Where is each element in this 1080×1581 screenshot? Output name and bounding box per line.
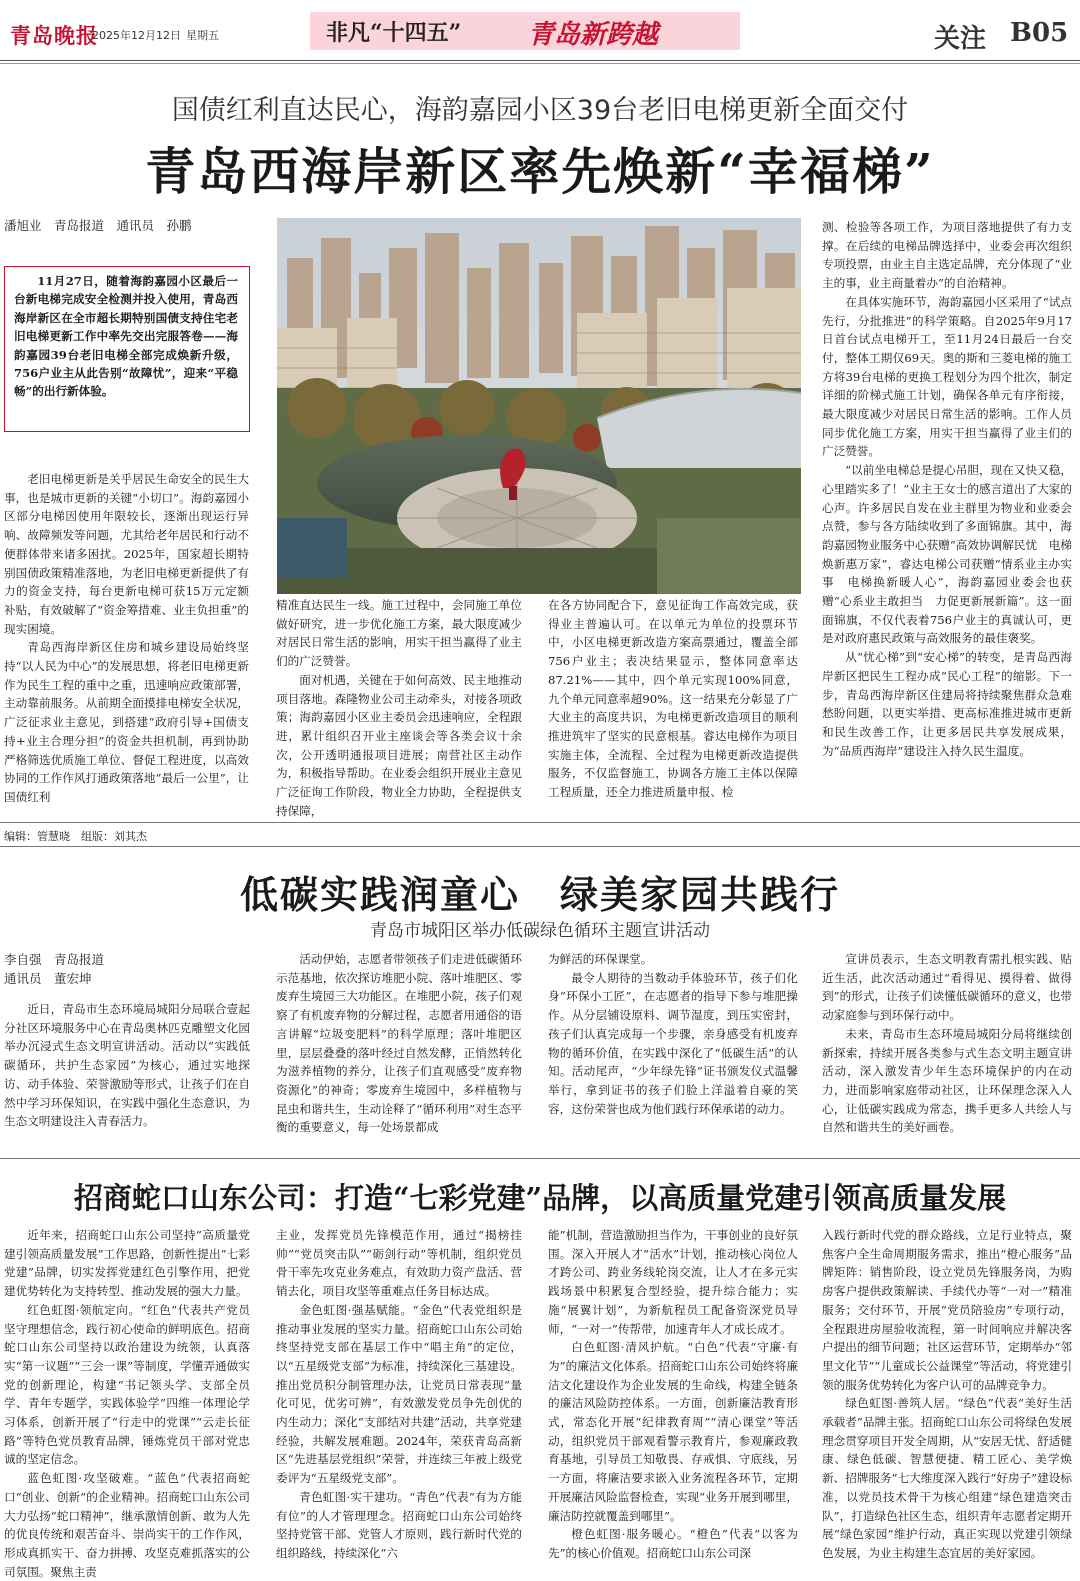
article3-col3-para-2: 白色虹图·清风护航。“白色”代表“守廉·有为”的廉洁文化体系。招商蛇口山东公司始终将廉洁文化建设作为企业发展的生命线，构建全链条的廉洁风险防控体系。一方面，创新廉洁教育形式，常态化开展“纪律教育周”“清心课堂”等活动，组织党员干部观看警示教育片，参观廉政教育基地，引导员工知敬畏、存戒惧、守底线，另一方面，将廉洁要求嵌入业务流程各环节，定期开展廉洁风险监督检查，实现“业务开展到哪里，廉洁防控就覆盖到哪里”。 <box>548 1340 798 1523</box>
article3-col1-para-3: 蓝色虹图·攻坚破难。“蓝色”代表招商蛇口“创业、创新”的企业精神。招商蛇口山东公司大力弘扬“蛇口精神”，继承激情创新、敢为人先的优良传统和艰苦奋斗、崇尚实干的工作作风，形成真抓实干、奋力拼搏、攻坚克难抓落实的公司氛围。聚焦主责 <box>4 1471 250 1579</box>
article1-col2-para-2: 面对机遇，关键在于如何高效、民主地推动项目落地。森隆物业公司主动牵头，对接各项政策；海韵嘉园小区业主委员会迅速响应，全程跟进，累计组织召开业主座谈会等各类会议十余次，公开透明通报项目进展；南营社区主动作为，积极指导帮助。在业委会组织开展业主意见广泛征询工作阶段，物业全力协助，全程提供支持保障， <box>276 672 522 818</box>
article3-top-divider <box>0 1158 1080 1159</box>
newspaper-logo: 青岛晚报 <box>10 23 98 48</box>
section-label: 关注 <box>934 24 987 54</box>
article3-col4-para-2: 绿色虹图·善筑人居。“绿色”代表“美好生活承载者”品牌主张。招商蛇口山东公司将绿色发展理念贯穿项目开发全周期，从“安居无忧、舒适健康、绿色低碳、智慧便捷、精工匠心、美学焕新、招牌服务”七大维度深入践行“好房子”建设标准，以党员技术骨干为核心组建“绿色建造突击队”，打造绿色社区生态，组织青年志愿者定期开展“绿色家园”维护行动，真正实现以党建引领绿色发展，为业主构建生态宜居的美好家园。 <box>822 1396 1072 1560</box>
article1-col4-para-4: 从“忧心梯”到“安心梯”的转变，是青岛西海岸新区把民生工程办成“民心工程”的缩影。下一步，青岛西海岸新区住建局将持续聚焦群众急难愁盼问题，以更实举措、更高标准推进城市更新和民生改善工作，让更多居民共享发展成果，为“品质西海岸”建设注入持久民生温度。 <box>822 650 1072 758</box>
article1-column-4 <box>822 218 1072 760</box>
article3-col2-para-3: 青色虹图·实干建功。“青色”代表“有为方能有位”的人才管理理念。招商蛇口山东公司始终坚持党管干部、党管人才原则，践行新时代党的组织路线，持续深化“六 <box>276 1489 522 1560</box>
article3-column-2 <box>276 1226 522 1563</box>
article2-col3-para-1: 为鲜活的环保课堂。 <box>548 952 653 966</box>
article3-column-1 <box>4 1226 250 1581</box>
editor-divider <box>0 822 1080 823</box>
article2-col2-para-1: 活动伊始，志愿者带领孩子们走进低碳循环示范基地，依次探访堆肥小院、落叶堆肥区、零废弃生境园三大功能区。在堆肥小院，孩子们观察了有机废弃物的分解过程，志愿者用通俗的语言讲解“垃圾变肥料”的科学原理；落叶堆肥区里，层层叠叠的落叶经过自然发酵，正悄然转化为滋养植物的养分，让孩子们直观感受“废弃物资源化”的神奇；零废弃生境园中，多样植物与昆虫和谐共生，生动诠释了“循环利用”对生态平衡的重要意义，每一处场景都成 <box>276 952 522 1135</box>
article1-subtitle: 国债红利直达民心，海韵嘉园小区39台老旧电梯更新全面交付 <box>171 95 909 126</box>
article1-col4-para-1: 测、检验等各项工作，为项目落地提供了有力支撑。在后续的电梯品牌选择中，业委会再次组织专项投票，由业主自主选定品牌，充分体现了“业主的事，业主商量着办”的自治精神。 <box>822 220 1072 291</box>
article1-title: 青岛西海岸新区率先焕新“幸福梯” <box>145 142 935 201</box>
article2-col4-para-1: 宣讲员表示，生态文明教育需扎根实践、贴近生活，此次活动通过“看得见、摸得着、做得到”的形式，让孩子们读懂低碳循环的意义，也带动家庭参与到环保行动中。 <box>822 952 1072 1023</box>
article1-lead: 11月27日，随着海韵嘉园小区最后一台新电梯完成安全检测并投入使用，青岛西海岸新区在全市超长期特别国债支持住宅老旧电梯更新工作中率先交出完服答卷——海韵嘉园39台老旧电梯全部完成焕新升级，756户业主从此告别“故障忧”，迎来“平稳畅”的出行新体验。 <box>14 274 238 399</box>
residential-complex-photo <box>277 218 801 594</box>
article2-subtitle: 青岛市城阳区举办低碳绿色循环主题宣讲活动 <box>370 921 710 941</box>
article1-col4-para-3: “以前坐电梯总是提心吊胆，现在又快又稳，心里踏实多了！”业主王女士的感言道出了大家的心声。许多居民自发在业主群里为物业和业委会点赞，参与各方陆续收到了多面锦旗。其中，海韵嘉园物业服务中心获赠“高效协调解民忧 电梯焕新惠万家”，睿达电梯公司获赠“情系业主办实事 电梯换新暖人心”，海韵嘉园业委会也获赠“心系业主敢担当 力促更新展新篇”。这一面面锦旗，不仅代表着756户业主的真诚认可，更是对政府惠民政策与高效服务的最佳褒奖。 <box>822 463 1072 646</box>
masthead-divider-thin <box>0 63 1080 64</box>
article1-col1-para-1: 老旧电梯更新是关乎居民生命安全的民生大事，也是城市更新的关键“小切口”。海韵嘉园小区部分电梯因使用年限较长，逐渐出现运行异响、故障频发等问题，尤其给老年居民和行动不便群体带来诸多困扰。2025年，国家超长期特别国债政策精准落地，为老旧电梯更新提供了有力的资金支持，每台更新电梯可获15万元定额补贴，有效破解了“资金筹措难、业主负担重”的现实困境。 <box>4 472 249 636</box>
article3-col2-para-2: 金色虹图·强基赋能。“金色”代表党组织是推动事业发展的坚实力量。招商蛇口山东公司始终坚持党支部在基层工作中“唱主角”的定位，以“五星级党支部”为标准，持续深化三基建设。推出党员积分制管理办法，让党员日常表现“量化可见，优劣可辨”，有效激发党员争先创优的内生动力；深化“支部结对共建”活动，共享党建经验，共解发展难题。2024年，荣获青岛高新区“先进基层党组织”荣誉，并连续三年被上级党委评为“五星级党支部”。 <box>276 1302 522 1486</box>
article2-byline <box>4 950 144 988</box>
article2-byline-reporter: 李自强 青岛报道 <box>4 952 105 967</box>
article1-col4-para-2: 在具体实施环节，海韵嘉园小区采用了“试点先行，分批推进”的科学策略。自2025年9月17日首台试点电梯开工，至11月24日最后一台交付，整体工期仅69天。奥的斯和三菱电梯的施工方将39台电梯的更换工程划分为四个批次，制定详细的阶梯式施工计划，确保各单元有序衔接，最大限度减少对居民日常生活的影响。工作人员同步优化施工方案，用实干担当赢得了业主们的广泛赞誉。 <box>822 294 1072 459</box>
article1-column-2 <box>276 596 522 820</box>
article1-column-3 <box>548 596 798 802</box>
article3-col1-para-1: 近年来，招商蛇口山东公司坚持“高质量党建引领高质量发展”工作思路，创新性提出“七彩党建”品牌，切实发挥党建红色引擎作用，把党建优势转化为支持转型、推动发展的强大力量。 <box>4 1228 250 1299</box>
article2-col4-para-2: 未来，青岛市生态环境局城阳分局将继续创新探索，持续开展各类参与式生态文明主题宣讲活动，深入激发青少年生态环境保护的内在动力，进而影响家庭带动社区，让环保理念深入人心，让低碳实践成为常态，携手更多人共绘人与自然和谐共生的美好画卷。 <box>822 1026 1072 1135</box>
article3-column-4 <box>822 1226 1072 1563</box>
article2-title: 低碳实践润童心 绿美家园共践行 <box>239 872 840 917</box>
article2-top-divider <box>0 846 1080 847</box>
article1-col1-para-2: 青岛西海岸新区住房和城乡建设局始终坚持“以人民为中心”的发展思想，将老旧电梯更新作为民生工程的重中之重，迅速响应政策部署，主动靠前服务。从前期全面摸排电梯安全状况，广泛征求业主意见，到搭建“政府引导+国债支持+业主合理分担”的资金共担机制，再到协助严格筛选优质施工单位、督促工程进度，以高效协同的工作作风打通政策落地“最后一公里”，让国债红利 <box>4 640 249 804</box>
issue-weekday: 星期五 <box>186 29 219 42</box>
masthead-divider <box>0 60 1080 61</box>
banner-right-text: 青岛新跨越 <box>528 20 659 50</box>
article3-column-3 <box>548 1226 798 1563</box>
article3-col1-para-2: 红色虹图·领航定向。“红色”代表共产党员坚守理想信念，践行初心使命的鲜明底色。招商蛇口山东公司坚持以政治建设为统领，认真落实“第一议题”“三会一课”等制度，学懂弄通做实党的创新理论，构建“书记领头学、支部全员学、青年专题学，实践体验学”四维一体理论学习体系，创新开展了“行走中的党课”“云走长征路”等特色党员教育品牌，锤炼党员干部对党忠诚的坚定信念。 <box>4 1302 250 1467</box>
article1-byline: 潘旭业 青岛报道 通讯员 孙鹏 <box>4 218 192 233</box>
article3-col4-para-1: 入践行新时代党的群众路线，立足行业特点，聚焦客户全生命周期服务需求，推出“橙心服务”品牌矩阵：销售阶段，设立党员先锋服务岗，为购房客户提供政策解读、手续代办等“一对一”精准服务；交付环节，开展“党员陪验房”专项行动，全程跟进房屋验收流程，第一时间响应并解决客户提出的细节问题；社区运营环节，定期举办“邻里文化节”“儿童成长公益课堂”等活动，将党建引领的服务优势转化为客户认可的品牌竞争力。 <box>822 1228 1072 1392</box>
article3-col3-para-3: 橙色虹图·服务暖心。“橙色”代表“以客为先”的核心价值观。招商蛇口山东公司深 <box>548 1527 798 1560</box>
article3-title: 招商蛇口山东公司：打造“七彩党建”品牌，以高质量党建引领高质量发展 <box>73 1181 1007 1215</box>
article2-column-2 <box>276 950 522 1137</box>
article2-column-1 <box>4 1000 250 1131</box>
issue-date: 2025年12月12日 <box>92 29 181 42</box>
editor-credit: 编辑：管慧晓 组版：刘其杰 <box>4 830 147 843</box>
article2-col1-para-1: 近日，青岛市生态环境局城阳分局联合壹起分社区环境服务中心在青岛奥林匹克雕塑文化园举办沉浸式生态文明宣讲活动。活动以“实践低碳循环，共护生态家园”为核心，通过实地探访、动手体验、荣誉激励等形式，让孩子们在自然中学习环保知识，在实践中强化生态意识，为生态文明建设注入青春活力。 <box>4 1002 250 1129</box>
article1-photo <box>277 218 801 594</box>
article3-col3-para-1: 能”机制，营造激励担当作为，干事创业的良好氛围。深入开展人才“活水”计划，推动核心岗位人才跨公司、跨业务线轮岗交流，让人才在多元实践场景中积累复合型经验，提升综合能力；实施“展翼计划”，为新航程员工配备资深党员导师，“一对一”传帮带，加速青年人才成长成才。 <box>548 1228 798 1336</box>
article2-column-3 <box>548 950 798 1118</box>
article2-byline-correspondent: 通讯员 董宏坤 <box>4 971 92 986</box>
article2-col3-para-2: 最令人期待的当数动手体验环节，孩子们化身“环保小工匠”，在志愿者的指导下参与堆肥操作。从分层铺设原料、调节湿度，到压实密封，孩子们认真完成每一个步骤，亲身感受有机废弃物的循环价值，在实践中深化了“低碳生活”的认知。活动尾声，“少年绿先锋”证书颁发仪式温馨举行，拿到证书的孩子们脸上洋溢着自豪的笑容，这份荣誉也成为他们践行环保承诺的动力。 <box>548 970 798 1116</box>
article1-column-1 <box>4 470 249 807</box>
page-code: B05 <box>1010 18 1069 48</box>
banner-left-text: 非凡“十四五” <box>326 20 462 46</box>
article1-col3-para-1: 在各方协同配合下，意见征询工作高效完成，获得业主普遍认可。在以单元为单位的投票环节中，小区电梯更新改造方案高票通过，覆盖全部756户业主；表决结果显示，整体同意率达87.21%——其中，四个单元实现100%同意，九个单元同意率超90%。这一结果充分彰显了广大业主的高度共识，为电梯更新改造项目的顺利推进筑牢了坚实的民意根基。睿达电梯作为项目实施主体，全流程、全过程为电梯更新改造提供服务，不仅监督施工，协调各方施工主体以保障工程质量，还全力推进质量申报、检 <box>548 598 798 800</box>
article1-col2-para-1: 精准直达民生一线。施工过程中，会同施工单位做好研究，进一步优化施工方案，最大限度减少对居民日常生活的影响，用实干担当赢得了业主们的广泛赞誉。 <box>276 598 522 669</box>
article3-col2-para-1: 主业，发挥党员先锋模范作用，通过“揭榜挂帅”“党员突击队”“砺剑行动”等机制，组织党员骨干率先攻克业务难点，有效助力资产盘活、营销去化，项目攻坚等重难点任务目标达成。 <box>276 1228 522 1299</box>
article2-column-4 <box>822 950 1072 1137</box>
